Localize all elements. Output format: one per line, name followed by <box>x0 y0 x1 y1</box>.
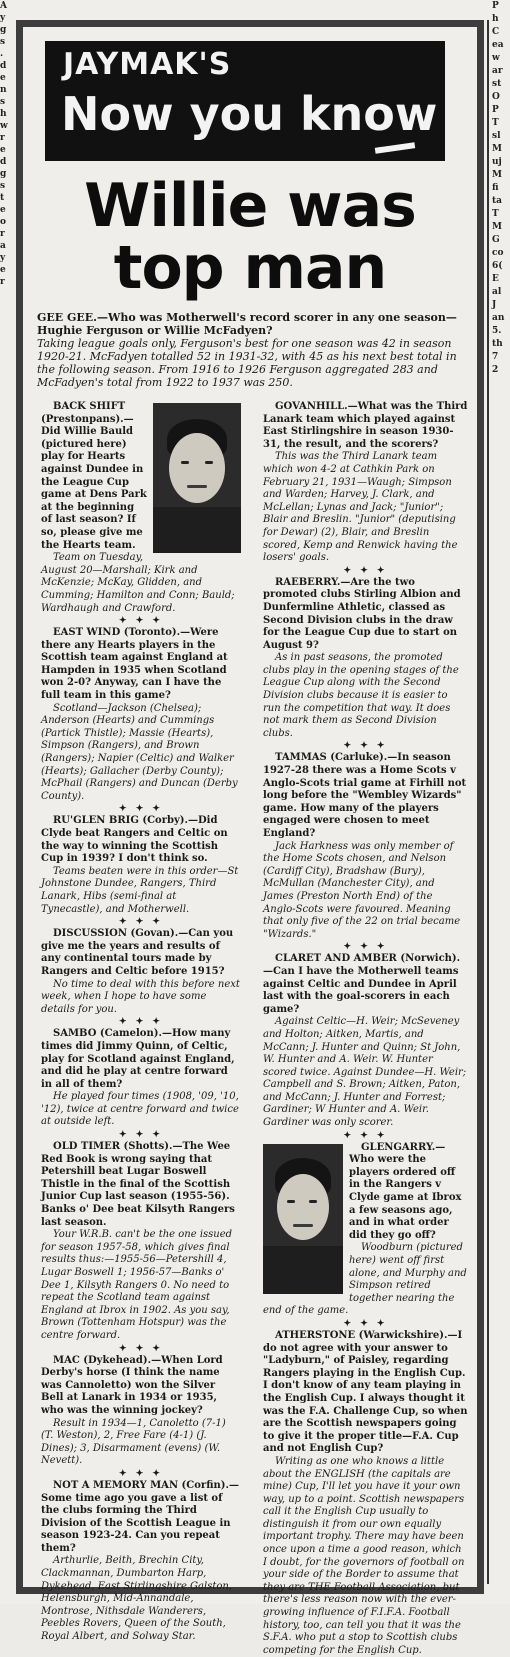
qa-question: NOT A MEMORY MAN (Corfin).—Some time ago you gave a list of the clubs forming the Third Division of the Scottish League in season 1923-24. Can you repeat them? <box>41 1479 239 1554</box>
qa-question: EAST WIND (Toronto).—Were there any Hearts players in the Scottish team against England at Hampden in 1935 when Scotland won 2-0? Anyway, can I have the full team in this game? <box>41 627 228 702</box>
qa-answer: No time to deal with this before next week, when I hope to have some details for you. <box>41 978 240 1015</box>
column-banner <box>45 41 445 161</box>
qa-answer: Arthurlie, Beith, Brechin City, Clackmannan, Dumbarton Harp, Dykehead, East Stirlingshire Galston, Helensburgh, Mid-Annandale, Montrose, Nithsdale Wanderers, Peebles Rovers, Queen of the South, Royal Albert, and Solway Star. <box>41 1555 232 1643</box>
qa-answer: Against Celtic—H. Weir; McSeveney and Holton; Aitken, Martis, and McCann; J. Hunter and Quinn; St John, W. Hunter and A. Weir. W. Hunter scored twice. Against Dundee—H. Weir; Campbell and S. Brown; Aitken, Paton, and McCann; J. Hunter and Forrest; Gardiner; W Hunter and A. Weir. Gardiner was only scorer. <box>263 1016 467 1129</box>
separator: ✦ ✦ ✦ <box>343 741 388 752</box>
qa-question: GLENGARRY.—Who were the players ordered off in the Rangers v Clyde game at Ibrox a few seasons ago, and in what order did they go off? <box>349 1141 462 1241</box>
qa-question: SAMBO (Camelon).—How many times did Jimmy Quinn, of Celtic, play for Scotland against England, and did he play at centre forward in all of them? <box>41 1028 235 1090</box>
separator: ✦ ✦ ✦ <box>119 1468 163 1479</box>
separator: ✦ ✦ ✦ <box>343 565 388 576</box>
separator: ✦ ✦ ✦ <box>343 1130 388 1141</box>
qa-item <box>41 815 241 916</box>
banner-underline <box>375 142 415 154</box>
qa-question: BACK SHIFT (Prestonpans).—Did Willie Bauld (pictured here) play for Hearts against Dundee in the League Cup game at Dens Park at the beginning of last season? If so, please give me the Hearts team. <box>41 401 147 551</box>
article-headline <box>23 171 477 303</box>
qa-question: GOVANHILL.—What was the Third Lanark team which played against East Stirlingshire in season 1930-31, the result, and the scorers? <box>263 401 468 450</box>
woodburn-photo <box>263 1144 343 1294</box>
separator: ✦ ✦ ✦ <box>119 1017 163 1028</box>
qa-answer: Jack Harkness was only member of the Home Scots chosen, and Nelson (Cardiff City), Bradshaw (Bury), McMullan (Manchester City), and James (Preston North End) of the Anglo-Scots were favoured. Meaning that only five of the 22 on trial became "Wizards." <box>263 840 461 940</box>
qa-item <box>263 953 468 1129</box>
right-column <box>263 401 468 1657</box>
qa-answer: Your W.R.B. can't be the one issued for season 1957-58, which gives final results thus:—1955-56—Petershill 4, Lugar Boswell 1; 1956-57—Banks o' Dee 1, Kilsyth Rangers 0. No need to repeat the Scotland team against England at Ibrox in 1902. As you say, Brown (Tottenham Hotspur) was the centre forward. <box>41 1229 233 1341</box>
qa-item <box>263 752 468 941</box>
qa-item <box>41 401 241 615</box>
qa-question: TAMMAS (Carluke).—In season 1927-28 there was a Home Scots v Anglo-Scots trial game at Firhill not long before the "Wembley Wizards" game. How many of the players engaged were chosen to meet England? <box>263 752 467 839</box>
banner-tagline: Now you know <box>61 87 438 141</box>
qa-answer: Writing as one who knows a little about the ENGLISH (the capitals are mine) Cup, I'll let you have it your own way, up to a point. Scottish newspapers call it the English Cup usually to distinguish it from our own equally important trophy. There may have been once upon a time a good reason, which I doubt, for the governors of football on your side of the Border to assume that they are THE Football Association, but there's less reason now with the ever-growing influence of F.I.F.A. Football history, too, can tell you that it was the S.F.A. who put a stop to Scottish clubs competing for the English Cup. <box>263 1455 465 1656</box>
qa-item <box>263 577 468 741</box>
qa-item <box>41 1028 241 1129</box>
qa-item <box>41 1480 241 1644</box>
qa-answer: Woodburn (pictured here) went off first alone, and Murphy and Simpson retired together nearing the end of the game. <box>263 1242 467 1317</box>
qa-answer: Scotland—Jackson (Chelsea); Anderson (Hearts) and Cummings (Partick Thistle); Massie (Hearts), Simpson (Rangers), and Brown (Rangers); Napier (Celtic) and Walker (Hearts); Gallacher (Derby County); McPhail (Rangers) and Duncan (Derby County). <box>41 702 238 802</box>
separator: ✦ ✦ ✦ <box>343 942 388 953</box>
qa-item <box>41 1141 241 1343</box>
separator: ✦ ✦ ✦ <box>119 616 163 627</box>
separator: ✦ ✦ ✦ <box>119 917 163 928</box>
left-column <box>41 401 241 1644</box>
headline-line-1: Willie was <box>84 171 416 241</box>
qa-answer: Team on Tuesday, August 20—Marshall; Kirk and McKenzie; McKay, Glidden, and Cumming; Hamilton and Conn; Bauld; Wardhaugh and Crawford. <box>41 552 235 614</box>
qa-item <box>41 627 241 803</box>
separator: ✦ ✦ ✦ <box>119 804 163 815</box>
adjacent-column-left: A y g s . d e n s h w r e d g s t e o r a y e r <box>0 1 8 287</box>
qa-answer: This was the Third Lanark team which won 4-2 at Cathkin Park on February 21, 1931—Waugh; Simpson and Warden; Harvey, J. Clark, and McLellan; Lynas and Jack; "Junior"; Blair and Breslin. "Junior" (deputising for Dewar) (2), Blair, and Breslin scored, Kemp and Renwick having the losers' goals. <box>263 451 458 564</box>
separator: ✦ ✦ ✦ <box>119 1130 163 1141</box>
qa-question: RU'GLEN BRIG (Corby).—Did Clyde beat Rangers and Celtic on the way to winning the Scottish Cup in 1939? I don't think so. <box>41 815 228 865</box>
lead-question: GEE GEE.—Who was Motherwell's record scorer in any one season—Hughie Ferguson or Willie McFadyen? <box>37 311 457 337</box>
qa-item <box>263 1330 468 1657</box>
lead-item <box>37 311 463 389</box>
banner-brand: JAYMAK'S <box>63 47 232 82</box>
qa-item <box>263 401 468 565</box>
willie-bauld-photo <box>153 403 241 553</box>
qa-item <box>41 1355 241 1468</box>
article-frame <box>16 20 484 1656</box>
qa-answer: Result in 1934—1, Canoletto (7-1) (T. Weston), 2, Free Fare (4-1) (J. Dines); 3, Disarmament (evens) (W. Nevett). <box>41 1417 226 1467</box>
qa-answer: Teams beaten were in this order—St Johnstone Dundee, Rangers, Third Lanark, Hibs (semi-final at Tynecastle), and Motherwell. <box>41 865 239 915</box>
qa-question: CLARET AND AMBER (Norwich).—Can I have the Motherwell teams against Celtic and Dundee in April last with the goal-scorers in each game? <box>263 953 461 1015</box>
qa-item <box>263 1142 468 1318</box>
qa-answer: He played four times (1908, '09, '10, '12), twice at centre forward and twice at outside left. <box>41 1091 239 1128</box>
adjacent-column-right: P h C ea w ar st O P T sl M uj M fi ta T M G co 6( E al J an 5. th 7 2 <box>492 1 505 375</box>
qa-answer: As in past seasons, the promoted clubs play in the opening stages of the League Cup along with the Second Division clubs because it is easier to run the competition that way. It does not mark them as Second Division clubs. <box>263 652 459 739</box>
separator: ✦ ✦ ✦ <box>119 1343 163 1354</box>
separator: ✦ ✦ ✦ <box>343 1318 388 1329</box>
headline-line-2: top man <box>113 233 387 303</box>
qa-question: RAEBERRY.—Are the two promoted clubs Stirling Albion and Dunfermline Athletic, classed as Second Division clubs in the draw for the League Cup due to start on August 9? <box>263 576 461 651</box>
qa-question: MAC (Dykehead).—When Lord Derby's horse (I think the name was Cannoletto) won the Silver Bell at Lanark in 1934 or 1935, who was the winning jockey? <box>41 1354 223 1416</box>
column-rule <box>487 20 489 1584</box>
qa-question: ATHERSTONE (Warwickshire).—I do not agree with your answer to "Ladyburn," of Paisley, regarding Rangers playing in the English Cup. I don't know of any team playing in the English Cup. I always thought it was the F.A. Challenge Cup, so when are the Scottish newspapers going to give it the proper title—F.A. Cup and not English Cup? <box>263 1329 468 1455</box>
qa-item <box>41 928 241 1016</box>
qa-question: DISCUSSION (Govan).—Can you give me the years and results of any continental tours made by Rangers and Celtic before 1915? <box>41 928 234 977</box>
qa-question: OLD TIMER (Shotts).—The Wee Red Book is wrong saying that Petershill beat Lugar Boswell Thistle in the final of the Scottish Junior Cup last season (1955-56). Banks o' Dee beat Kilsyth Rangers last season. <box>41 1141 235 1228</box>
lead-answer: Taking league goals only, Ferguson's best for one season was 42 in season 1920-21. McFadyen totalled 52 in 1931-32, with 45 as his next best total in the following season. From 1916 to 1926 Ferguson aggregated 283 and McFadyen's total from 1922 to 1937 was 250. <box>37 337 457 389</box>
